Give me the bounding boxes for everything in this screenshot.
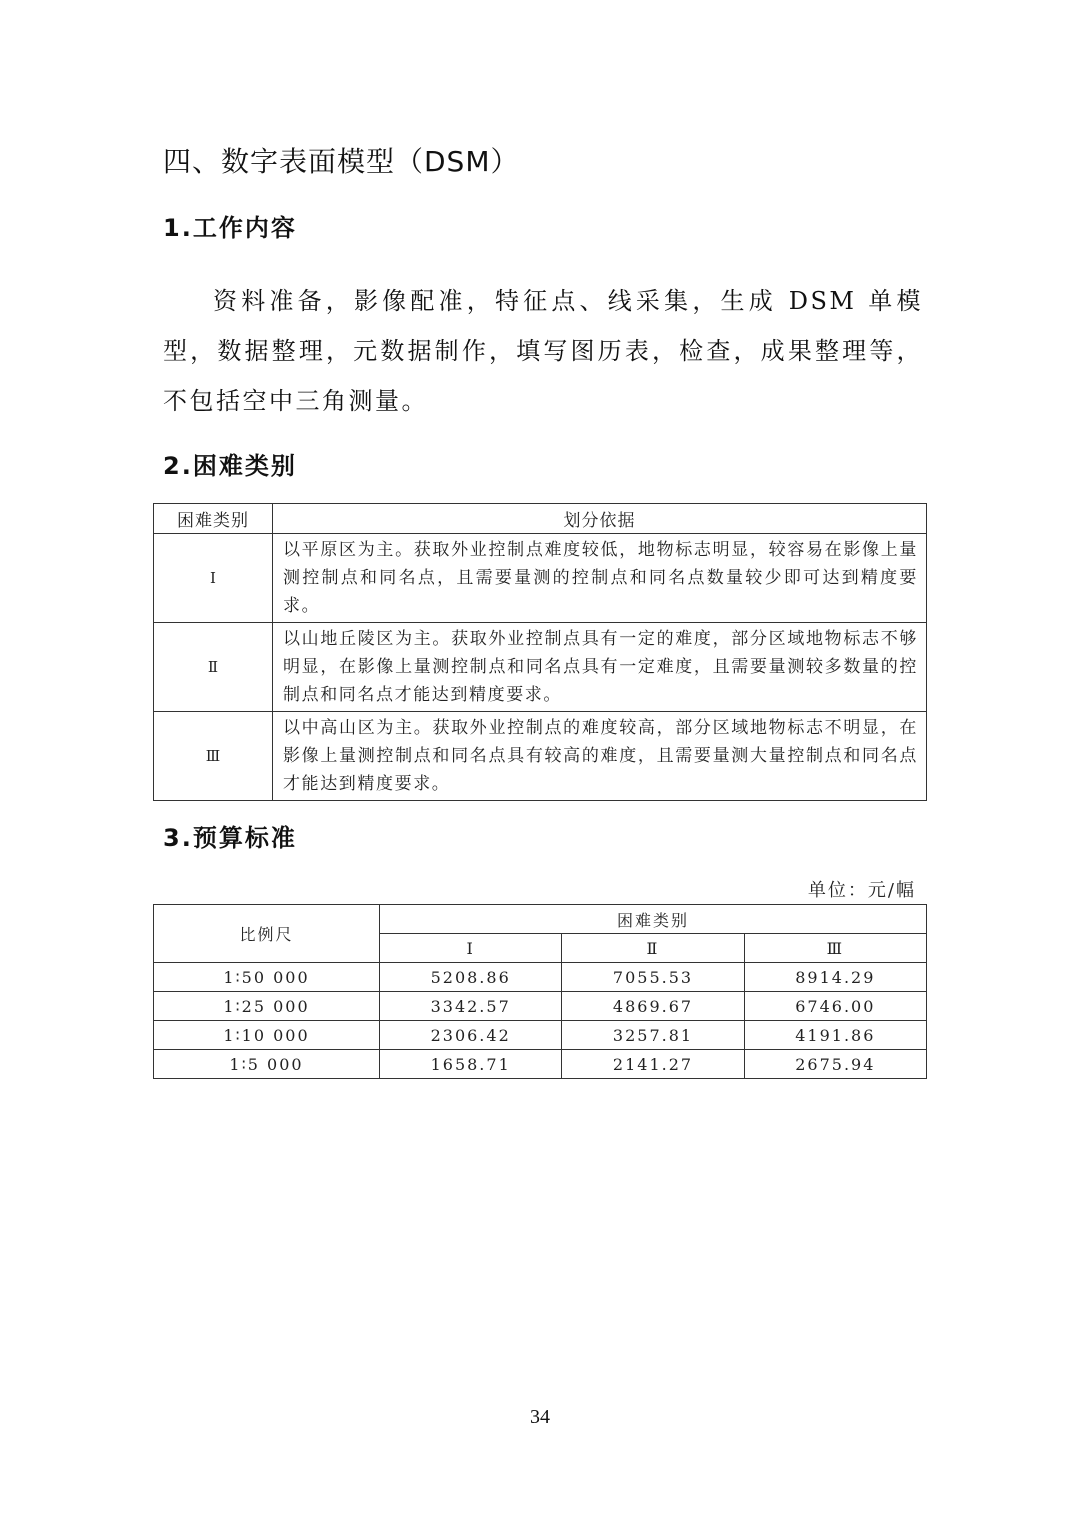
scale-cell: 1∶5 000 <box>154 1050 380 1079</box>
category-header: Ⅰ <box>380 934 562 963</box>
category-group-header: 困难类别 <box>380 905 927 934</box>
category-cell: Ⅱ <box>154 623 273 712</box>
scale-cell: 1∶10 000 <box>154 1021 380 1050</box>
price-cell: 2141.27 <box>562 1050 744 1079</box>
price-cell: 7055.53 <box>562 963 744 992</box>
table-row <box>154 992 927 1021</box>
table-row <box>154 963 927 992</box>
basis-cell: 以中高山区为主。获取外业控制点的难度较高，部分区域地物标志不明显，在影像上量测控制点和同名点具有较高的难度，且需要量测大量控制点和同名点才能达到精度要求。 <box>273 712 927 801</box>
price-cell: 8914.29 <box>744 963 926 992</box>
price-cell: 2306.42 <box>380 1021 562 1050</box>
price-cell: 5208.86 <box>380 963 562 992</box>
table-header-cell: 划分依据 <box>273 504 927 534</box>
scale-cell: 1∶50 000 <box>154 963 380 992</box>
work-content-heading: 1.工作内容 <box>163 214 297 242</box>
table-header-cell: 困难类别 <box>154 504 273 534</box>
difficulty-table <box>153 503 927 801</box>
section-title: 四、数字表面模型（DSM） <box>163 145 520 178</box>
table-header-row <box>154 905 927 934</box>
category-cell: Ⅰ <box>154 534 273 623</box>
category-cell: Ⅲ <box>154 712 273 801</box>
price-cell: 4191.86 <box>744 1021 926 1050</box>
category-header: Ⅲ <box>744 934 926 963</box>
scale-cell: 1∶25 000 <box>154 992 380 1021</box>
price-cell: 3342.57 <box>380 992 562 1021</box>
category-header: Ⅱ <box>562 934 744 963</box>
difficulty-heading: 2.困难类别 <box>163 452 297 480</box>
unit-note: 单位：元/幅 <box>807 880 916 901</box>
scale-header: 比例尺 <box>154 905 380 963</box>
table-row <box>154 534 927 623</box>
price-cell: 1658.71 <box>380 1050 562 1079</box>
budget-heading: 3.预算标准 <box>163 824 297 852</box>
budget-table <box>153 904 927 1079</box>
page-number: 34 <box>530 1406 550 1428</box>
basis-cell: 以平原区为主。获取外业控制点难度较低，地物标志明显，较容易在影像上量测控制点和同名点，且需要量测的控制点和同名点数量较少即可达到精度要求。 <box>273 534 927 623</box>
price-cell: 6746.00 <box>744 992 926 1021</box>
table-header-row <box>154 504 927 534</box>
table-row <box>154 1021 927 1050</box>
work-content-text: 资料准备，影像配准，特征点、线采集，生成 DSM 单模型，数据整理，元数据制作，填写图历表，检查，成果整理等，不包括空中三角测量。 <box>163 287 923 415</box>
table-row <box>154 1050 927 1079</box>
table-row <box>154 712 927 801</box>
table-row <box>154 623 927 712</box>
price-cell: 2675.94 <box>744 1050 926 1079</box>
price-cell: 4869.67 <box>562 992 744 1021</box>
basis-cell: 以山地丘陵区为主。获取外业控制点具有一定的难度，部分区域地物标志不够明显，在影像上量测控制点和同名点具有一定难度，且需要量测较多数量的控制点和同名点才能达到精度要求。 <box>273 623 927 712</box>
price-cell: 3257.81 <box>562 1021 744 1050</box>
